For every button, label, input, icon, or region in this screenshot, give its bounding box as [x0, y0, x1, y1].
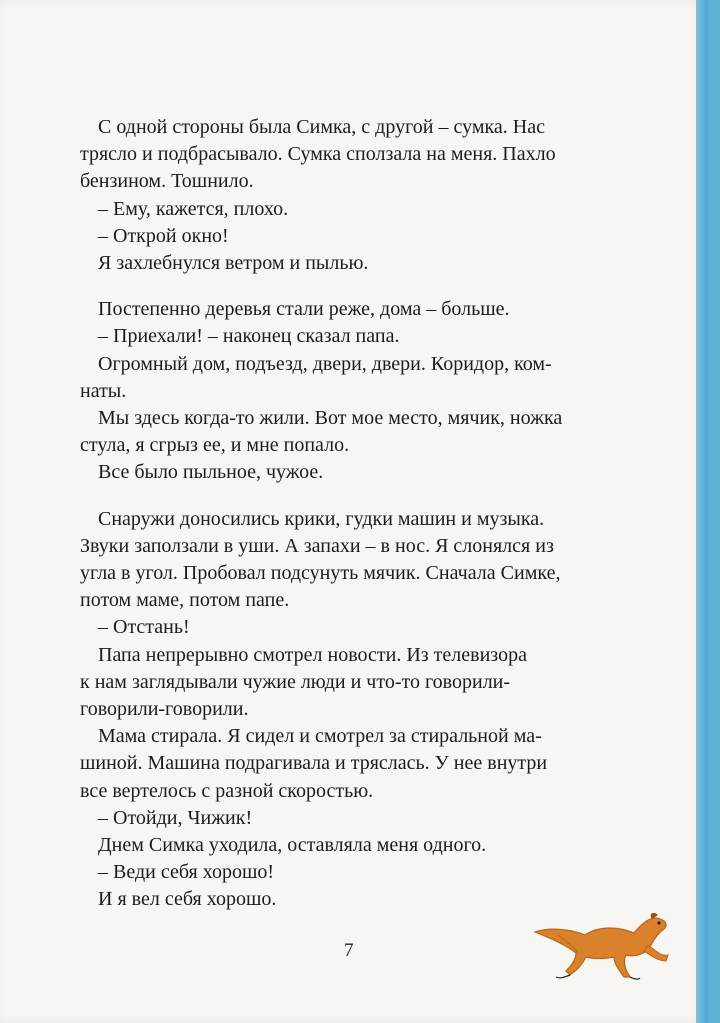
- text-line: – Приехали! – наконец сказал папа.: [98, 325, 400, 348]
- text-line: потом маме, потом папе.: [80, 589, 290, 612]
- text-line: Огромный дом, подъезд, двери, двери. Коридор, ком-: [98, 352, 552, 375]
- text-line: к нам заглядывали чужие люди и что-то говорили-: [80, 670, 511, 693]
- text-line: говорили-говорили.: [80, 698, 249, 721]
- text-line: – Веди себя хорошо!: [98, 861, 275, 884]
- running-dog-icon: [530, 905, 675, 985]
- page-edge: [696, 0, 708, 1023]
- text-line: Днем Симка уходила, оставляла меня одного.: [98, 834, 487, 857]
- text-line: С одной стороны была Симка, с другой – сумка. Нас: [98, 116, 545, 138]
- text-line: все вертелось с разной скоростью.: [80, 779, 374, 802]
- text-line: – Отойди, Чижик!: [98, 806, 253, 829]
- text-line: Мама стирала. Я сидел и смотрел за стиральной ма-: [98, 725, 542, 748]
- text-line: Папа непрерывно смотрел новости. Из телевизора: [98, 643, 527, 666]
- text-line: угла в угол. Пробовал подсунуть мячик. Сначала Симке,: [80, 562, 561, 585]
- text-line: Я захлебнулся ветром и пылью.: [98, 252, 369, 275]
- body-text: [80, 114, 620, 914]
- page-number: 7: [344, 940, 354, 961]
- text-line: – Открой окно!: [98, 224, 229, 247]
- text-line: стула, я сгрыз ее, и мне попало.: [80, 434, 350, 457]
- text-line: шиной. Машина подрагивала и тряслась. У нее внутри: [80, 752, 548, 775]
- text-line: трясло и подбрасывало. Сумка сползала на меня. Пахло: [80, 143, 556, 166]
- text-line: Все было пыльное, чужое.: [98, 461, 324, 484]
- text-line: Постепенно деревья стали реже, дома – больше.: [98, 298, 510, 321]
- text-line: Снаружи доносились крики, гудки машин и музыка.: [98, 507, 545, 530]
- text-line: наты.: [80, 379, 127, 402]
- text-line: Мы здесь когда-то жили. Вот мое место, мячик, ножка: [98, 407, 563, 430]
- text-line: бензином. Тошнило.: [80, 170, 254, 193]
- text-line: Звуки заползали в уши. А запахи – в нос. Я слонялся из: [80, 534, 554, 557]
- text-line: – Ему, кажется, плохо.: [98, 197, 289, 220]
- text-line: И я вел себя хорошо.: [98, 888, 277, 911]
- text-line: – Отстань!: [98, 616, 190, 639]
